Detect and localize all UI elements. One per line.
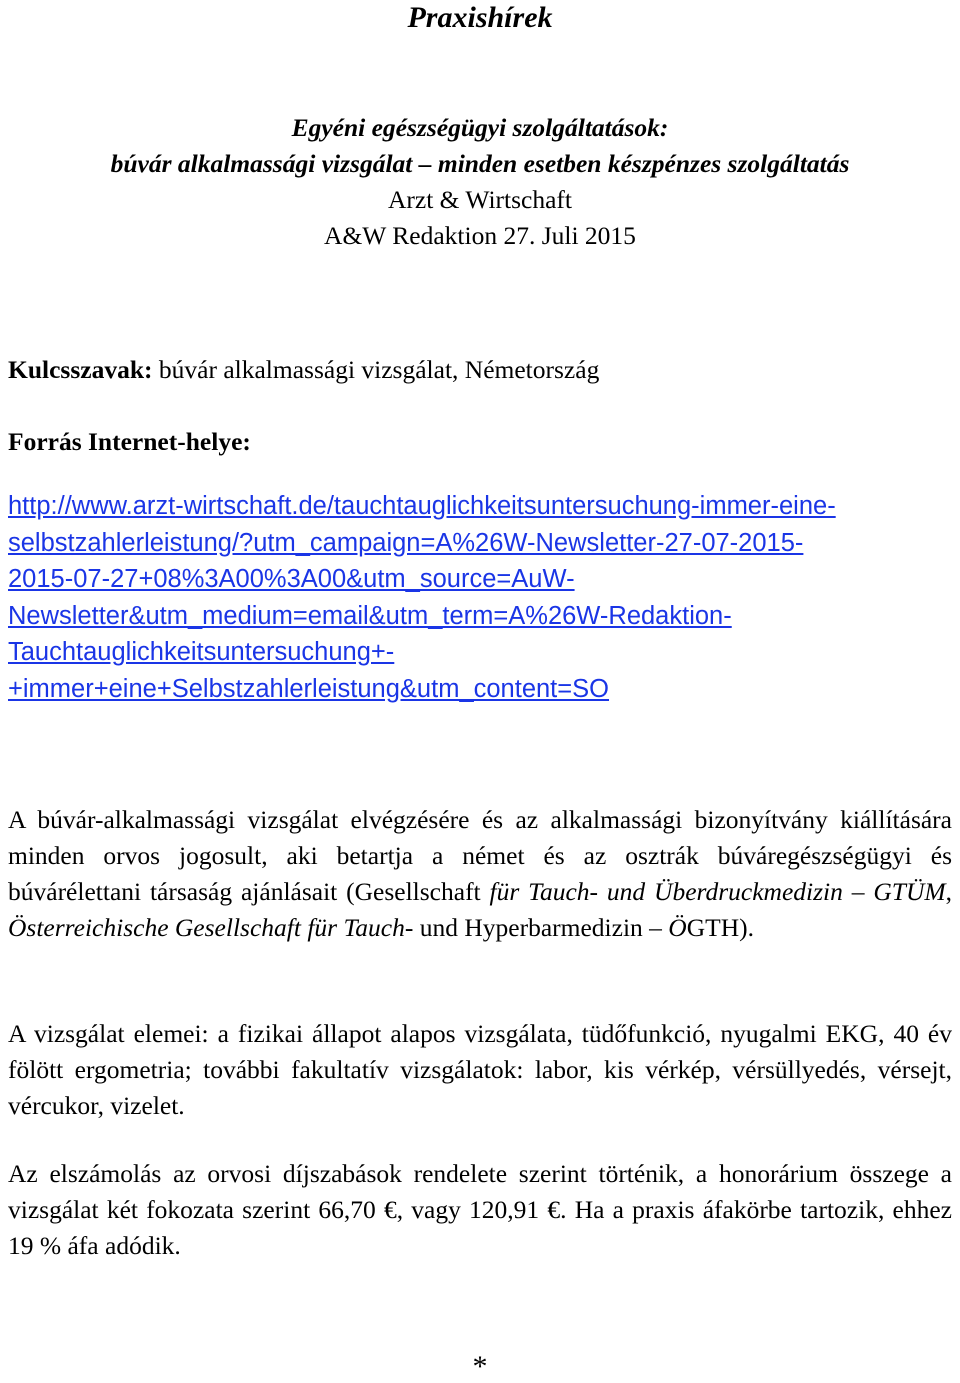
paragraph-italic: TÜM xyxy=(891,877,946,906)
paragraph-italic: Österreichische Gesellschaft für Tauch xyxy=(8,913,405,942)
section-separator: * xyxy=(472,1350,488,1383)
paragraph-eligibility xyxy=(8,802,952,946)
paragraph-italic: Ö xyxy=(668,913,687,942)
publication-name: Arzt & Wirtschaft xyxy=(387,185,573,214)
source-link-line[interactable]: Tauchtauglichkeitsuntersuchung+- xyxy=(8,638,395,666)
paragraph-text: GTH). xyxy=(686,913,754,942)
publication-date: A&W Redaktion 27. Juli 2015 xyxy=(324,221,636,250)
paragraph-italic: für Tauch- und Überdruckmedizin – G xyxy=(489,877,892,906)
source-link[interactable] xyxy=(8,488,952,707)
article-header xyxy=(8,110,952,254)
paragraph-text: - und Hyperbarmedizin – xyxy=(404,913,669,942)
keywords-line xyxy=(8,352,952,388)
source-link-line[interactable]: selbstzahlerleistung/?utm_campaign=A%26W-Newsletter-27-07-2015- xyxy=(8,528,804,557)
article-headline: búvár alkalmassági vizsgálat – minden esetben készpénzes szolgáltatás xyxy=(110,149,850,178)
paragraph-text: , xyxy=(945,877,952,906)
paragraph-text: A búvár-alkalmassági vizsgálat elvégzésére és az alkalmassági bizonyítvány kiállítására minden orvos jogosult, aki betartja a német és az osztrák búváregészségügyi és búvárélettani társaság ajánlásait (Gesellschaft xyxy=(8,805,952,906)
page-title: Praxishírek xyxy=(407,1,553,34)
source-link-line[interactable]: http://www.arzt-wirtschaft.de/tauchtauglichkeitsuntersuchung-immer-eine- xyxy=(8,492,836,520)
source-label xyxy=(8,424,952,460)
keywords-label: Kulcsszavak: xyxy=(8,355,153,384)
source-link-line[interactable]: +immer+eine+Selbstzahlerleistung&utm_content=SO xyxy=(8,674,610,703)
article-category: Egyéni egészségügyi szolgáltatások: xyxy=(291,113,669,142)
keywords-value: búvár alkalmassági vizsgálat, Németország xyxy=(152,355,600,384)
source-label-text: Forrás Internet-helye: xyxy=(8,427,251,456)
paragraph-billing: Az elszámolás az orvosi díjszabások rendelete szerint történik, a honorárium összege a vizsgálat két fokozata szerint 66,70 €, vagy 120,91 €. Ha a praxis áfakörbe tartozik, ehhez 19 % áfa adódik. xyxy=(8,1159,952,1260)
source-link-line[interactable]: Newsletter&utm_medium=email&utm_term=A%26W-Redaktion- xyxy=(8,601,732,630)
paragraph-exam-elements: A vizsgálat elemei: a fizikai állapot alapos vizsgálata, tüdőfunkció, nyugalmi EKG, 40 év fölött ergometria; további fakultatív vizsgálatok: labor, kis vérkép, vérsüllyedés, vérsejt, vércukor, vizelet. xyxy=(8,1019,952,1120)
source-link-line[interactable]: 2015-07-27+08%3A00%3A00&utm_source=AuW- xyxy=(8,565,575,593)
